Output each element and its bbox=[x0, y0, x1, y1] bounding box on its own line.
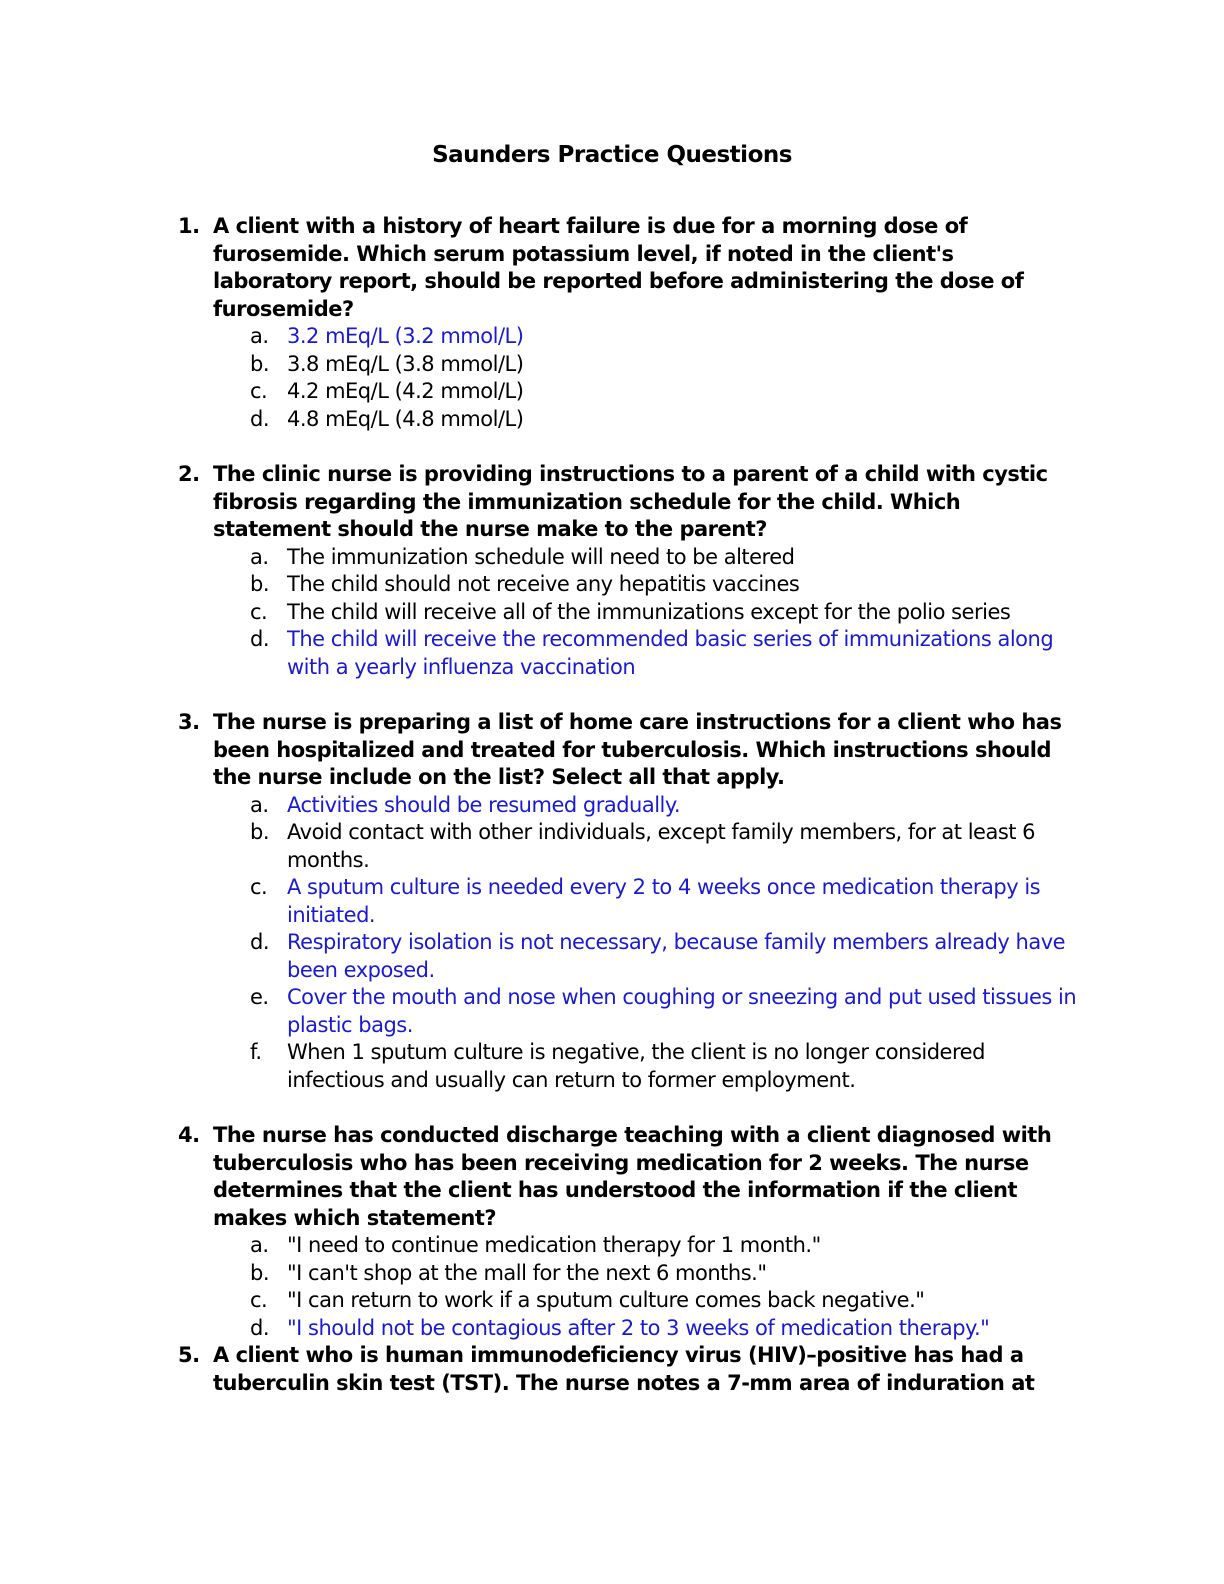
question-text: The nurse has conducted discharge teaching with a client diagnosed with tuberculosis who has been receiving medication for 2 weeks. The nurse determines that the client has understood the information if the client makes which statement? bbox=[213, 1123, 1052, 1230]
option-text-correct-answer: 3.2 mEq/L (3.2 mmol/L) bbox=[287, 324, 524, 348]
question-text: A client with a history of heart failure is due for a morning dose of furosemide. Which serum potassium level, if noted in the client's laboratory report, should be reported before administering the dose of furosemide? bbox=[213, 214, 1024, 321]
option-text: Avoid contact with other individuals, except family members, for at least 6 months. bbox=[287, 820, 1036, 872]
option-text-correct-answer: Activities should be resumed gradually. bbox=[287, 792, 680, 817]
option-text-correct-answer: Cover the mouth and nose when coughing or sneezing and put used tissues in plastic bags. bbox=[287, 985, 1077, 1037]
answer-option bbox=[250, 819, 1224, 874]
option-letter: c. bbox=[250, 599, 268, 624]
option-letter: a. bbox=[250, 324, 269, 348]
question-number: 5. bbox=[178, 1343, 200, 1367]
option-list bbox=[250, 792, 1224, 1095]
option-letter: c. bbox=[250, 875, 268, 899]
option-letter: d. bbox=[250, 627, 270, 651]
question-row bbox=[178, 213, 1224, 323]
option-text: 4.8 mEq/L (4.8 mmol/L) bbox=[287, 406, 524, 431]
question-row bbox=[178, 1122, 1224, 1232]
option-text-correct-answer: "I should not be contagious after 2 to 3 weeks of medication therapy." bbox=[287, 1315, 990, 1340]
answer-option bbox=[250, 406, 1224, 434]
answer-option bbox=[250, 378, 1224, 406]
answer-option bbox=[250, 323, 1224, 351]
question-number: 3. bbox=[178, 710, 200, 734]
option-text: "I can't shop at the mall for the next 6 months." bbox=[287, 1260, 767, 1285]
option-letter: b. bbox=[250, 820, 270, 844]
question-list bbox=[0, 213, 1224, 1397]
question bbox=[178, 213, 1224, 433]
question bbox=[178, 709, 1224, 1094]
option-text-correct-answer: The child will receive the recommended basic series of immunizations along with a yearly influenza vaccination bbox=[287, 627, 1054, 679]
option-letter: b. bbox=[250, 351, 270, 376]
option-letter: c. bbox=[250, 379, 268, 403]
option-text-correct-answer: A sputum culture is needed every 2 to 4 weeks once medication therapy is initiated. bbox=[287, 875, 1041, 927]
answer-option bbox=[250, 1315, 1224, 1343]
question bbox=[178, 461, 1224, 681]
option-letter: d. bbox=[250, 1315, 270, 1340]
answer-option bbox=[250, 874, 1224, 929]
question-number: 2. bbox=[178, 462, 200, 486]
option-text: 4.2 mEq/L (4.2 mmol/L) bbox=[287, 379, 524, 403]
page-title: Saunders Practice Questions bbox=[432, 142, 792, 168]
answer-option bbox=[250, 1232, 1224, 1260]
option-letter: e. bbox=[250, 985, 269, 1009]
option-letter: d. bbox=[250, 406, 270, 431]
answer-option bbox=[250, 1039, 1224, 1094]
option-text: "I can return to work if a sputum culture comes back negative." bbox=[287, 1288, 925, 1312]
question-row bbox=[178, 461, 1224, 544]
option-letter: f. bbox=[250, 1040, 262, 1064]
question bbox=[178, 1122, 1224, 1342]
question-text: The clinic nurse is providing instructions to a parent of a child with cystic fibrosis regarding the immunization schedule for the child. Which statement should the nurse make to the parent? bbox=[213, 462, 1048, 541]
option-text: 3.8 mEq/L (3.8 mmol/L) bbox=[287, 351, 524, 376]
answer-option bbox=[250, 929, 1224, 984]
answer-option bbox=[250, 599, 1224, 627]
question-text: A client who is human immunodeficiency virus (HIV)–positive has had a tuberculin skin test (TST). The nurse notes a 7-mm area of induration at bbox=[213, 1343, 1035, 1395]
answer-option bbox=[250, 351, 1224, 379]
option-letter: c. bbox=[250, 1288, 268, 1312]
question-row bbox=[178, 1342, 1224, 1397]
question-row bbox=[178, 709, 1224, 792]
option-text-correct-answer: Respiratory isolation is not necessary, because family members already have been exposed. bbox=[287, 930, 1066, 982]
option-letter: b. bbox=[250, 572, 270, 596]
option-text: The immunization schedule will need to be altered bbox=[287, 544, 795, 569]
question-number: 4. bbox=[178, 1123, 200, 1147]
question-text: The nurse is preparing a list of home care instructions for a client who has been hospitalized and treated for tuberculosis. Which instructions should the nurse include on the list? Select all that apply. bbox=[213, 710, 1062, 789]
answer-option bbox=[250, 984, 1224, 1039]
answer-option bbox=[250, 1287, 1224, 1315]
option-letter: b. bbox=[250, 1260, 270, 1285]
option-text: "I need to continue medication therapy for 1 month." bbox=[287, 1233, 821, 1257]
answer-option bbox=[250, 1260, 1224, 1288]
option-letter: a. bbox=[250, 544, 269, 569]
option-letter: a. bbox=[250, 792, 269, 817]
option-text: The child will receive all of the immunizations except for the polio series bbox=[287, 599, 1011, 624]
option-text: The child should not receive any hepatitis vaccines bbox=[287, 572, 800, 596]
answer-option bbox=[250, 571, 1224, 599]
option-list bbox=[250, 1232, 1224, 1342]
option-list bbox=[250, 323, 1224, 433]
option-letter: a. bbox=[250, 1233, 269, 1257]
answer-option bbox=[250, 626, 1224, 681]
question bbox=[178, 1342, 1224, 1397]
option-text: When 1 sputum culture is negative, the client is no longer considered infectious and usually can return to former employment. bbox=[287, 1040, 985, 1092]
option-list bbox=[250, 544, 1224, 682]
question-number: 1. bbox=[178, 214, 200, 238]
option-letter: d. bbox=[250, 930, 270, 954]
answer-option bbox=[250, 544, 1224, 572]
answer-option bbox=[250, 792, 1224, 820]
